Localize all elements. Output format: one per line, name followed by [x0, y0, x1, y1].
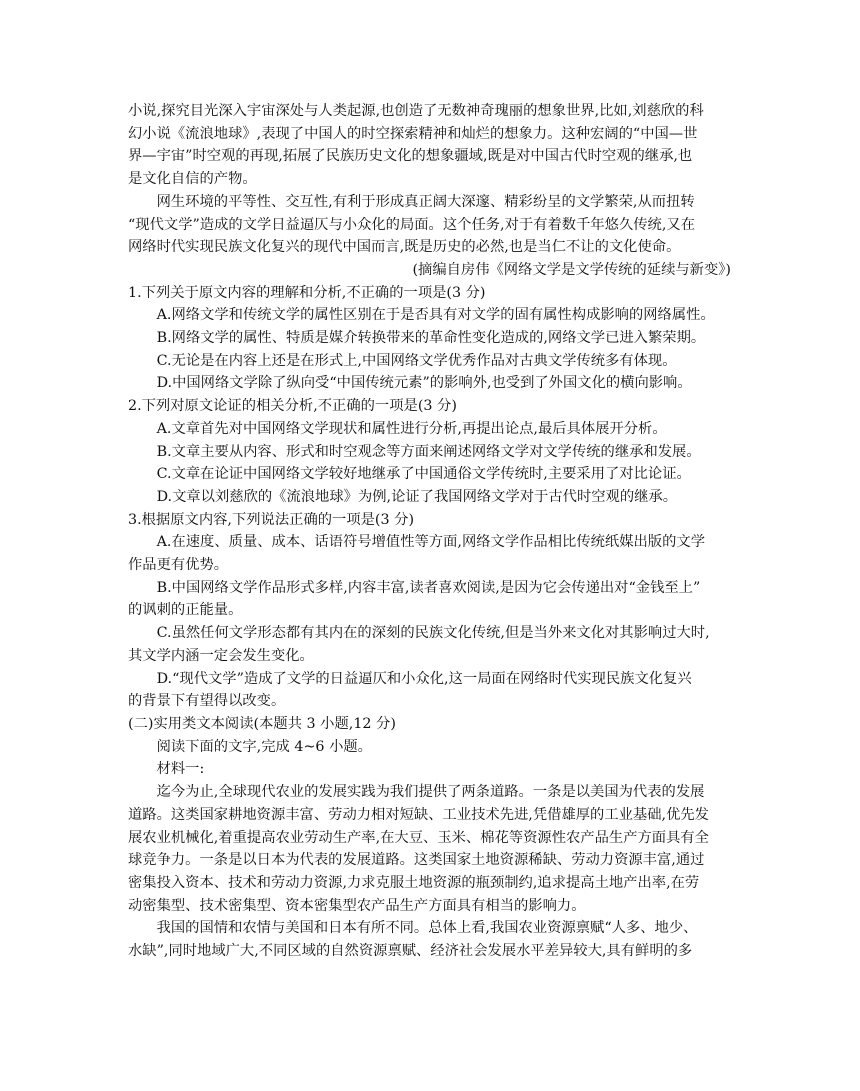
text-line: 其文学内涵一定会发生变化。 — [128, 647, 314, 664]
question-2-stem: 2.下列对原文论证的相关分析,不正确的一项是(3 分) — [128, 398, 457, 415]
question-3-option-a — [128, 531, 733, 576]
text-line: 密集投入资本、技术和劳动力资源,力求克服土地资源的瓶颈制约,追求提高土地产出率,在劳 — [128, 874, 700, 891]
section-heading: (二)实用类文本阅读(本题共 3 小题,12 分) — [128, 715, 396, 732]
passage-source: (摘编自房伟《网络文学是文学传统的延续与新变》) — [412, 261, 731, 278]
text-line: 小说,探究目光深入宇宙深处与人类起源,也创造了无数神奇瑰丽的想象世界,比如,刘慈欣的科 — [128, 103, 704, 119]
passage-paragraph-network — [128, 191, 733, 259]
question-1-option-c: C.无论是在内容上还是在形式上,中国网络文学优秀作品对古典文学传统多有体现。 — [156, 352, 677, 369]
question-1-stem: 1.下列关于原文内容的理解和分析,不正确的一项是(3 分) — [128, 284, 486, 301]
material-label: 材料一: — [156, 761, 205, 778]
text-line: 的背景下有望得以改变。 — [128, 693, 286, 710]
text-line: 网生环境的平等性、交互性,有利于形成真正阔大深邃、精彩纷呈的文学繁荣,从而扭转 — [156, 193, 695, 210]
question-3-stem: 3.根据原文内容,下列说法正确的一项是(3 分) — [128, 511, 415, 528]
text-line: 界—宇宙”时空观的再现,拓展了民族历史文化的想象疆域,既是对中国古代时空观的继承,也 — [128, 148, 693, 165]
text-line: 我国的国情和农情与美国和日本有所不同。总体上看,我国农业资源禀赋“人多、地少、 — [156, 920, 698, 937]
question-2-option-c: C.文章在论证中国网络文学较好地继承了中国通俗文学传统时,主要采用了对比论证。 — [156, 466, 691, 483]
passage-paragraph-spacetime — [128, 100, 733, 191]
question-1-option-b: B.网络文学的属性、特质是媒介转换带来的革命性变化造成的,网络文学已进入繁荣期。 — [156, 330, 706, 347]
question-3-option-b — [128, 577, 733, 622]
text-line: 作品更有优势。 — [128, 557, 229, 574]
text-line: 的讽刺的正能量。 — [128, 602, 243, 619]
material-paragraph-paths — [128, 781, 733, 917]
text-line: C.虽然任何文学形态都有其内在的深刻的民族文化传统,但是当外来文化对其影响过大时, — [156, 625, 710, 642]
question-1-option-d: D.中国网络文学除了纵向受“中国传统元素”的影响外,也受到了外国文化的横向影响。 — [156, 375, 692, 392]
question-1-option-a: A.网络文学和传统文学的属性区别在于是否具有对文学的固有属性构成影响的网络属性。 — [156, 307, 715, 324]
question-2-option-a: A.文章首先对中国网络文学现状和属性进行分析,再提出论点,最后具体展开分析。 — [156, 420, 667, 437]
text-line: 网络时代实现民族文化复兴的现代中国而言,既是历史的必然,也是当仁不让的文化使命。 — [128, 239, 681, 256]
section-instruction: 阅读下面的文字,完成 4~6 小题。 — [156, 738, 372, 755]
text-line: D.“现代文学”造成了文学的日益逼仄和小众化,这一局面在网络时代实现民族文化复兴 — [156, 670, 692, 687]
text-line: A.在速度、质量、成本、话语符号增值性等方面,网络文学作品相比传统纸媒出版的文学 — [156, 534, 705, 551]
text-line: 球竞争力。一条是以日本为代表的发展道路。这类国家土地资源稀缺、劳动力资源丰富,通过 — [128, 852, 705, 869]
text-line: 动密集型、技术密集型、资本密集型农产品生产方面具有相当的影响力。 — [128, 897, 586, 914]
text-line: B.中国网络文学作品形式多样,内容丰富,读者喜欢阅读,是因为它会传递出对“金钱至上” — [156, 579, 701, 596]
text-line: 迄今为止,全球现代农业的发展实践为我们提供了两条道路。一条是以美国为代表的发展 — [156, 784, 705, 801]
text-line: 是文化自信的产物。 — [128, 171, 257, 188]
text-line: 道路。这类国家耕地资源丰富、劳动力相对短缺、工业技术先进,凭借雄厚的工业基础,优先发 — [128, 806, 709, 823]
material-paragraph-china — [128, 917, 733, 962]
exam-page — [128, 100, 733, 963]
question-2-option-d: D.文章以刘慈欣的《流浪地球》为例,论证了我国网络文学对于古代时空观的继承。 — [156, 488, 678, 505]
text-line: 展农业机械化,着重提高农业劳动生产率,在大豆、玉米、棉花等资源性农产品生产方面具有全 — [128, 829, 709, 846]
question-3-option-c — [128, 622, 733, 667]
text-line: 水缺”,同时地域广大,不同区域的自然资源禀赋、经济社会发展水平差异较大,具有鲜明的多 — [128, 943, 693, 960]
text-line: 幻小说《流浪地球》,表现了中国人的时空探索精神和灿烂的想象力。这种宏阔的“中国—世 — [128, 125, 698, 142]
question-2-option-b: B.文章主要从内容、形式和时空观念等方面来阐述网络文学对文学传统的继承和发展。 — [156, 443, 701, 460]
text-line: “现代文学”造成的文学日益逼仄与小众化的局面。这个任务,对于有着数千年悠久传统,又在 — [128, 216, 695, 233]
question-3-option-d — [128, 668, 733, 713]
